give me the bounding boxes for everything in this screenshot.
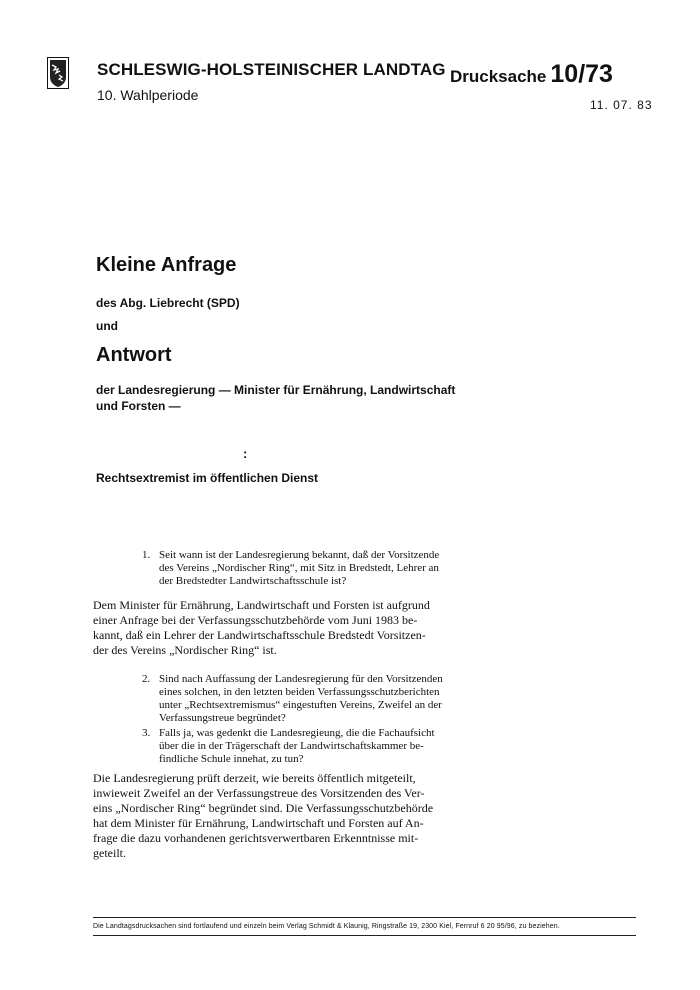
coat-of-arms-icon [47, 57, 69, 89]
text-line: Die Landesregierung prüft derzeit, wie bereits öffentlich mitgeteilt, [93, 771, 416, 785]
question-number: 3. [142, 727, 151, 739]
text-line: des Vereins „Nordischer Ring“, mit Sitz in Bredstedt, Lehrer an [159, 562, 439, 574]
text-line: einer Anfrage bei der Verfassungsschutzbehörde vom Juni 1983 be- [93, 613, 418, 627]
question-number: 2. [142, 673, 151, 685]
text-line: Dem Minister für Ernährung, Landwirtschaft und Forsten ist aufgrund [93, 598, 430, 612]
text-line: unter „Rechtsextremismus“ eingestuften Vereins, Zweifel an der [159, 699, 442, 711]
question-3 [142, 727, 452, 766]
footer-note: Die Landtagsdrucksachen sind fortlaufend und einzeln beim Verlag Schmidt & Klaunig, Ringstraße 19, 2300 Kiel, Fernruf 6 20 95/96, zu beziehen. [93, 923, 560, 930]
heading-antwort: Antwort [96, 344, 172, 366]
drucksache-number: 10/73 [550, 60, 613, 88]
respondent-line-1: der Landesregierung — Minister für Ernährung, Landwirtschaft [96, 383, 456, 397]
text-line: hat dem Minister für Ernährung, Landwirtschaft und Forsten auf An- [93, 816, 424, 830]
text-line: über die in der Trägerschaft der Landwirtschaftskammer be- [159, 740, 424, 752]
respondent-line-2: und Forsten — [96, 399, 181, 413]
parliament-title: SCHLESWIG-HOLSTEINISCHER LANDTAG [97, 60, 446, 79]
colon-mark: : [243, 446, 248, 461]
and-line: und [96, 319, 118, 333]
text-line: der des Vereins „Nordischer Ring“ ist. [93, 643, 277, 657]
text-line: Sind nach Auffassung der Landesregierung für den Vorsitzenden [159, 673, 443, 685]
heading-kleine-anfrage: Kleine Anfrage [96, 254, 237, 276]
text-line: findliche Schule innehat, zu tun? [159, 753, 304, 765]
document-date: 11. 07. 83 [590, 98, 653, 112]
text-line: eins „Nordischer Ring“ begründet sind. Die Verfassungsschutzbehörde [93, 801, 434, 815]
question-2 [142, 673, 452, 725]
text-line: der Bredstedter Landwirtschaftsschule ist? [159, 575, 347, 587]
respondent-block [96, 382, 455, 414]
text-line: Verfassungstreue begründet? [159, 712, 286, 724]
electoral-period: 10. Wahlperiode [97, 87, 199, 103]
text-line: Falls ja, was gedenkt die Landesregieung, die die Fachaufsicht [159, 727, 435, 739]
text-line: geteilt. [93, 846, 126, 860]
answer-1 [93, 598, 463, 658]
question-number: 1. [142, 549, 151, 561]
question-1 [142, 549, 452, 588]
answer-2 [93, 771, 463, 861]
text-line: kannt, daß ein Lehrer der Landwirtschaftsschule Bredstedt Vorsitzen- [93, 628, 426, 642]
topic-line: Rechtsextremist im öffentlichen Dienst [96, 471, 319, 485]
text-line: inwieweit Zweifel an der Verfassungstreue des Vorsitzenden des Ver- [93, 786, 425, 800]
text-line: Seit wann ist der Landesregierung bekannt, daß der Vorsitzende [159, 549, 440, 561]
text-line: frage die dazu vorhandenen gerichtsverwertbaren Erkenntnisse mit- [93, 831, 419, 845]
drucksache-label: Drucksache [450, 67, 547, 86]
text-line: eines solchen, in den letzten beiden Verfassungsschutzberichten [159, 686, 440, 698]
footer-rule-top [93, 917, 636, 918]
footer-rule-bottom [93, 935, 636, 936]
document-number [450, 60, 613, 89]
questioner-line: des Abg. Liebrecht (SPD) [96, 296, 240, 310]
